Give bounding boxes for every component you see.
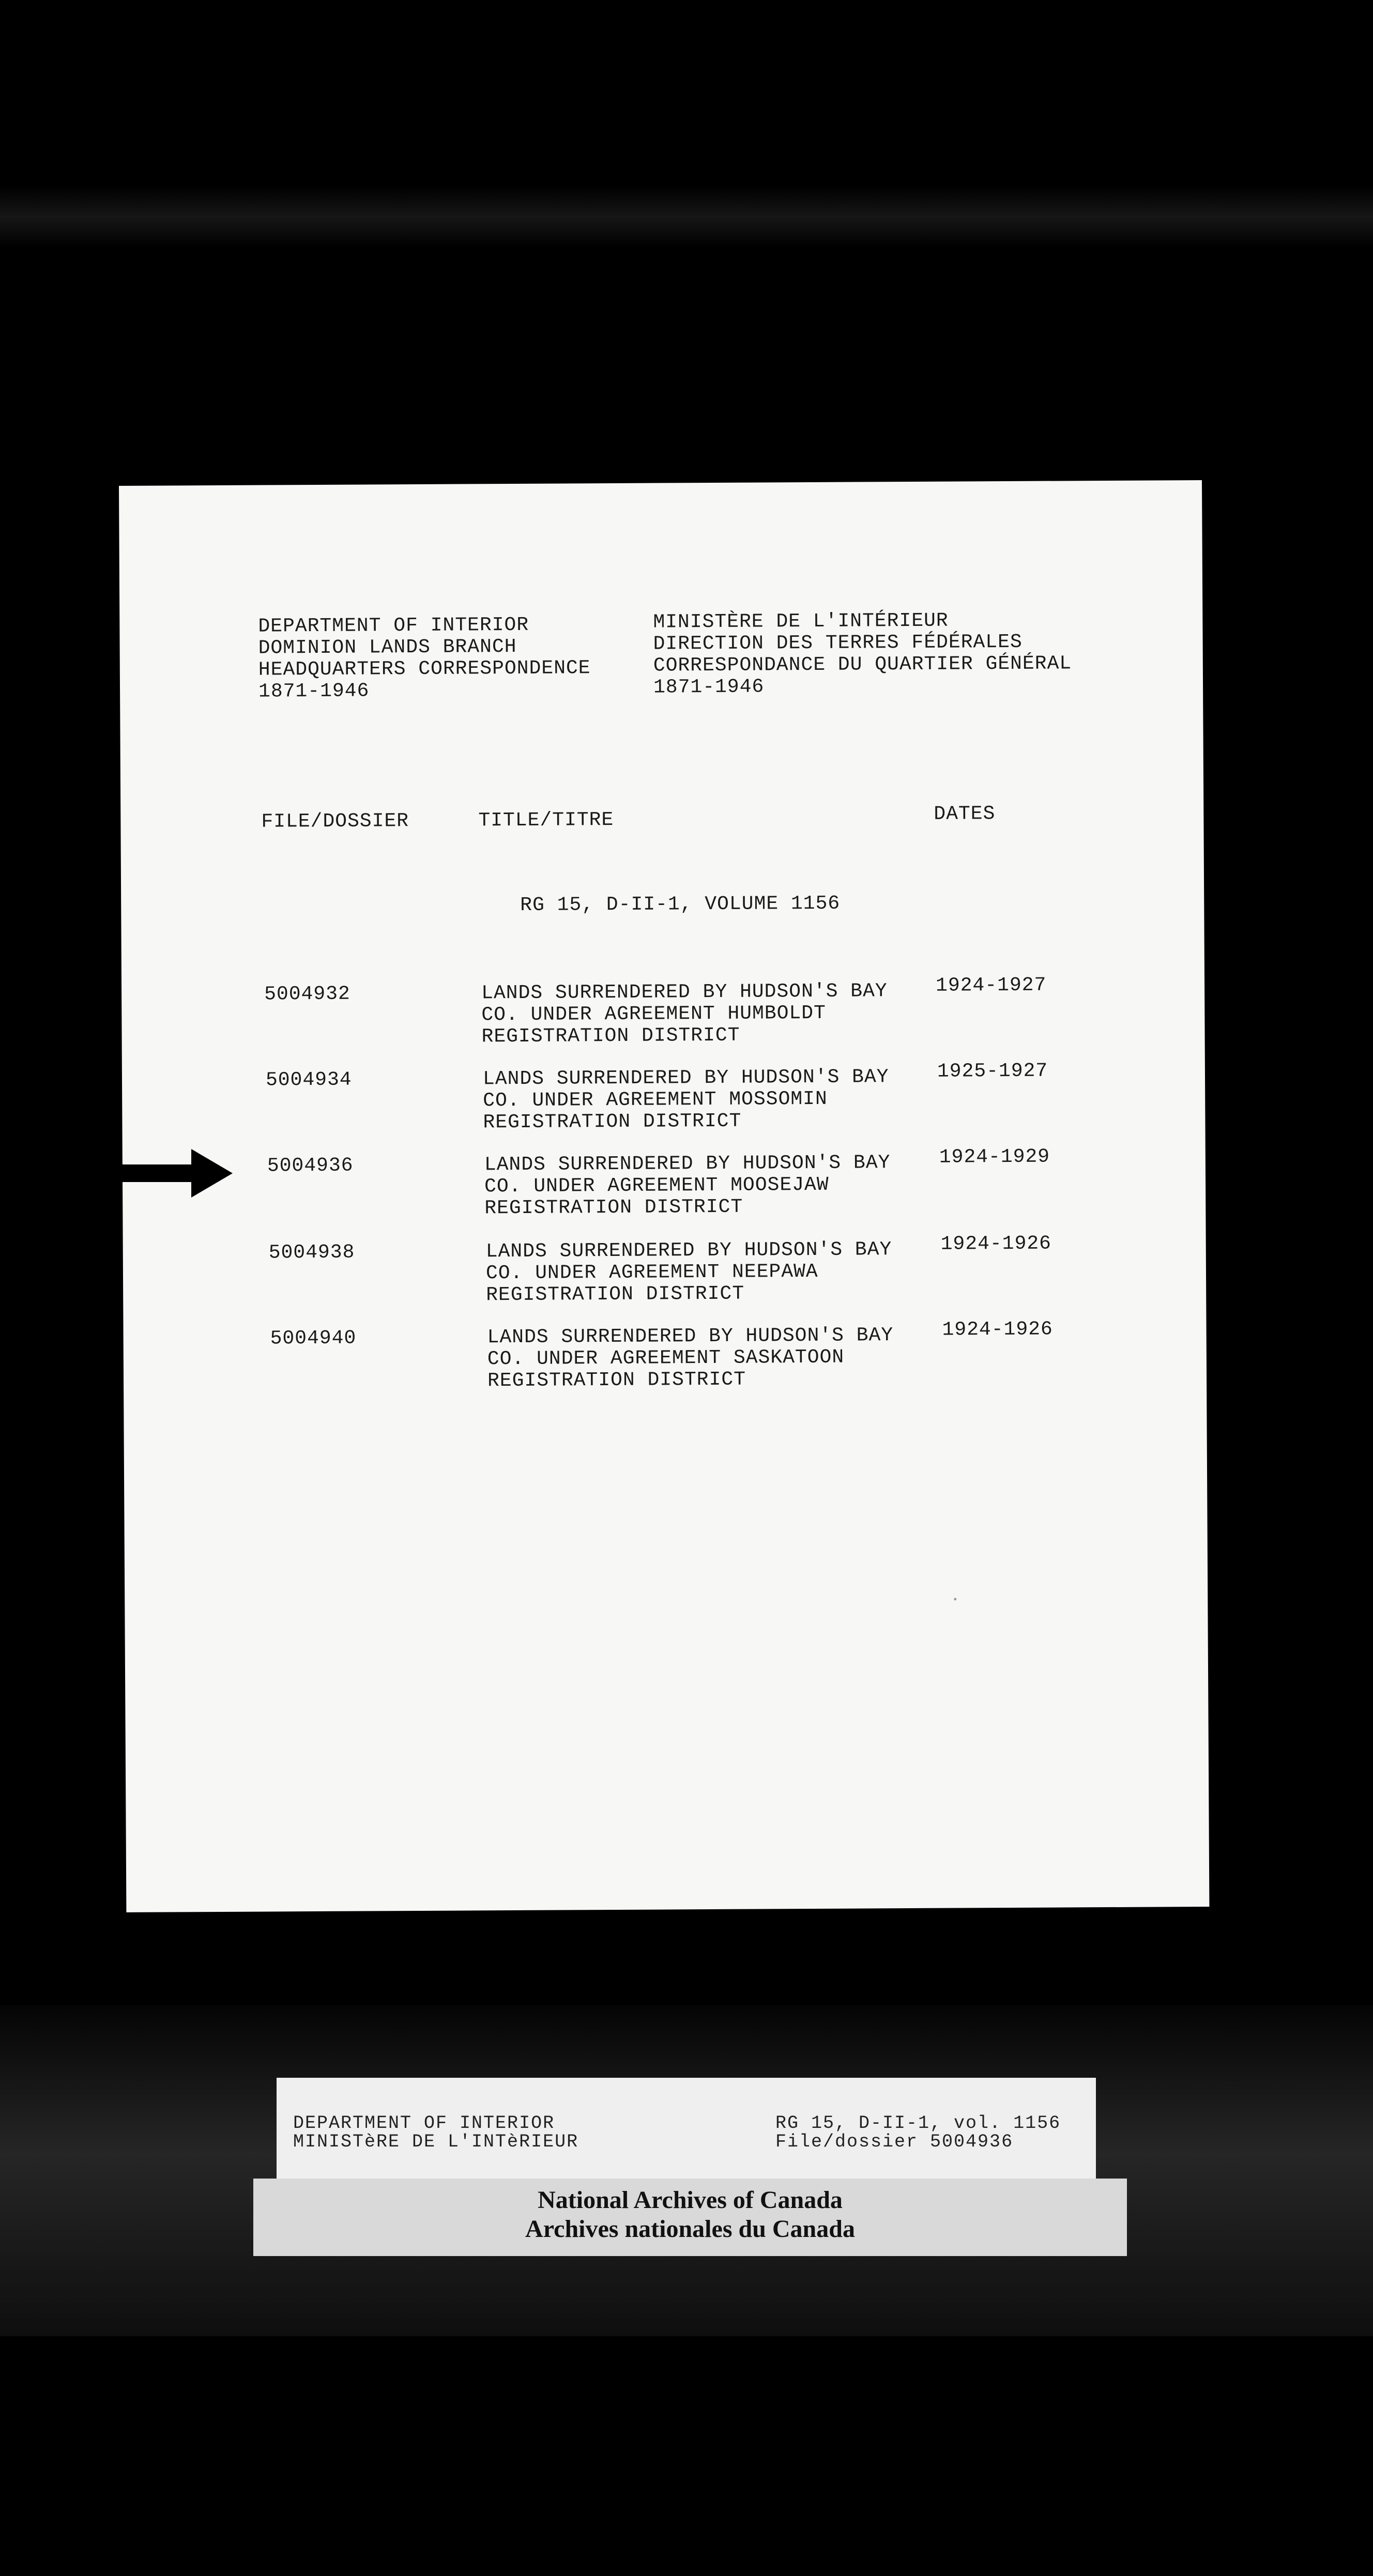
entry-title-line: REGISTRATION DISTRICT — [487, 1368, 746, 1392]
header-right-line: MINISTÈRE DE L'INTÉRIEUR — [653, 609, 949, 634]
entry-title-line: REGISTRATION DISTRICT — [486, 1282, 745, 1307]
header-right-line: CORRESPONDANCE DU QUARTIER GÉNÉRAL — [653, 652, 1072, 677]
scan-noise-band — [0, 186, 1373, 248]
entry-title-line: LANDS SURRENDERED BY HUDSON'S BAY — [482, 1066, 889, 1091]
entry-title-line: LANDS SURRENDERED BY HUDSON'S BAY — [487, 1324, 894, 1349]
entry-title-line: CO. UNDER AGREEMENT MOSSOMIN — [483, 1087, 828, 1112]
stamp-department-fr: MINISTèRE DE L'INTèRIEUR — [293, 2132, 579, 2152]
entry-dates: 1924-1929 — [939, 1145, 1050, 1169]
entry-title-line: CO. UNDER AGREEMENT HUMBOLDT — [481, 1002, 826, 1026]
header-left-line: 1871-1946 — [258, 680, 370, 703]
column-heading-file: FILE/DOSSIER — [261, 810, 409, 833]
entry-dates: 1924-1926 — [940, 1232, 1052, 1255]
header-right-line: 1871-1946 — [653, 676, 765, 699]
entry-title-line: LANDS SURRENDERED BY HUDSON'S BAY — [484, 1152, 891, 1176]
entry-file: 5004932 — [264, 983, 350, 1006]
entry-title-line: REGISTRATION DISTRICT — [481, 1024, 740, 1048]
stamp-department-en: DEPARTMENT OF INTERIOR — [293, 2113, 555, 2134]
header-right-line: DIRECTION DES TERRES FÉDÉRALES — [653, 631, 1023, 655]
column-heading-dates: DATES — [934, 803, 996, 825]
entry-title-line: REGISTRATION DISTRICT — [484, 1195, 743, 1220]
header-left-line: HEADQUARTERS CORRESPONDENCE — [258, 657, 591, 681]
right-arrow-icon — [119, 1145, 233, 1202]
entry-dates: 1924-1927 — [935, 974, 1047, 997]
stamp-reference: RG 15, D-II-1, vol. 1156 — [775, 2113, 1061, 2134]
archives-label-fr: Archives nationales du Canada — [525, 2215, 855, 2243]
column-heading-title: TITLE/TITRE — [478, 808, 614, 832]
entry-file: 5004940 — [270, 1327, 357, 1350]
entry-dates: 1924-1926 — [942, 1318, 1053, 1341]
entry-title-line: LANDS SURRENDERED BY HUDSON'S BAY — [481, 980, 888, 1005]
document-page — [119, 480, 1209, 1912]
entry-title-line: CO. UNDER AGREEMENT NEEPAWA — [485, 1260, 818, 1285]
entry-title-line: LANDS SURRENDERED BY HUDSON'S BAY — [485, 1238, 892, 1263]
entry-title-line: REGISTRATION DISTRICT — [483, 1110, 742, 1134]
header-left-line: DEPARTMENT OF INTERIOR — [258, 614, 529, 638]
film-identification-stamp — [277, 2078, 1096, 2179]
header-left-line: DOMINION LANDS BRANCH — [258, 635, 517, 660]
entry-file: 5004938 — [268, 1241, 355, 1264]
archives-label — [253, 2179, 1127, 2256]
stamp-file-number: File/dossier 5004936 — [775, 2132, 1014, 2152]
entry-file: 5004936 — [267, 1154, 354, 1177]
entry-title-line: CO. UNDER AGREEMENT MOOSEJAW — [484, 1173, 829, 1198]
entry-title-line: CO. UNDER AGREEMENT SASKATOON — [487, 1346, 845, 1371]
volume-reference: RG 15, D-II-1, VOLUME 1156 — [520, 892, 841, 916]
page-speck — [954, 1598, 956, 1601]
entry-file: 5004934 — [265, 1068, 352, 1092]
archives-label-en: National Archives of Canada — [538, 2186, 843, 2214]
entry-dates: 1925-1927 — [937, 1060, 1048, 1083]
